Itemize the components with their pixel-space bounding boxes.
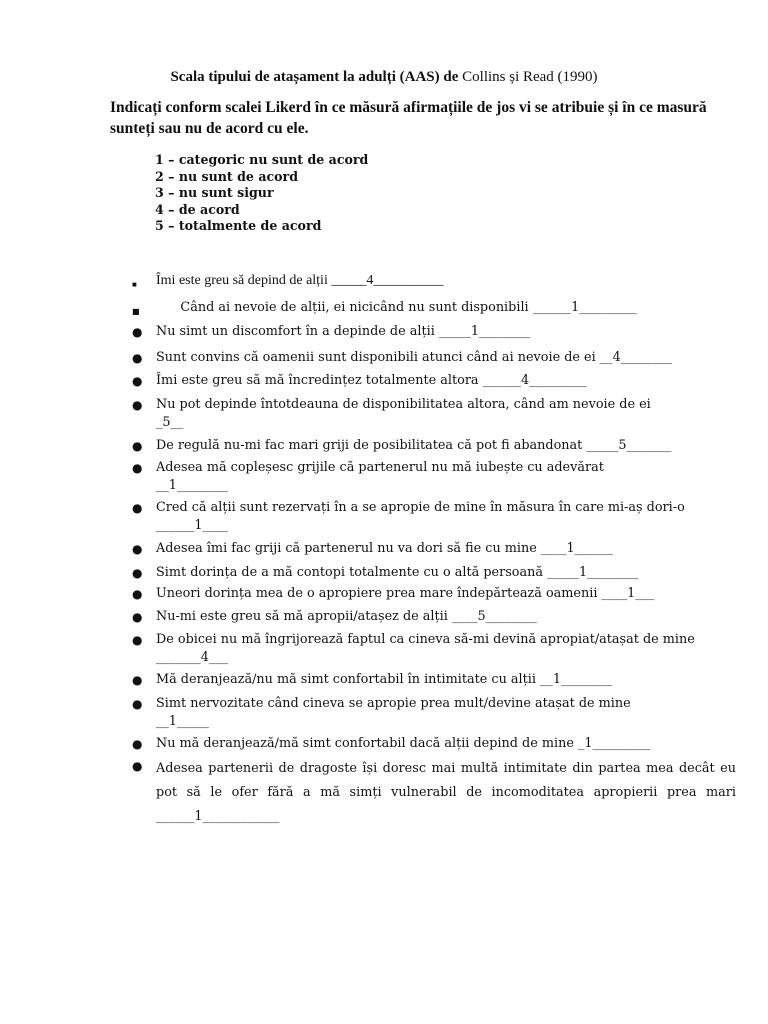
item-text: Cred că alții sunt rezervați în a se apropie de mine în măsura în care mi-aș dori-o ______1____: [156, 500, 689, 533]
item-text: Când ai nevoie de alții, ei nicicând nu sunt disponibili ______1_________: [156, 300, 637, 315]
bullet-icon: ●: [132, 351, 143, 365]
instructions-text: Indicați conform scalei Likerd în ce măsură afirmațiile de jos vi se atribuie și în ce masură sunteți sau nu de acord cu ele.: [110, 99, 707, 137]
item-text: Simt dorința de a mă contopi totalmente cu o altă persoană _____1________: [156, 565, 639, 580]
bullet-icon: ●: [132, 501, 143, 515]
bullet-icon: ●: [132, 697, 143, 711]
title-authors: Collins și Read (1990): [458, 69, 598, 85]
bullet-icon: ●: [132, 673, 143, 687]
title-bold: Scala tipului de atașament la adulți (AAS) de: [170, 69, 459, 85]
scale-option: 3 – nu sunt sigur: [155, 185, 274, 201]
scale-option: 4 – de acord: [155, 201, 240, 217]
item-text: Îmi este greu să mă încredințez totalmente altora ______4_________: [156, 373, 587, 388]
item-text: Sunt convins că oamenii sunt disponibili atunci când ai nevoie de ei __4________: [156, 350, 672, 365]
bullet-icon: ●: [132, 737, 143, 751]
bullet-icon: ●: [132, 633, 143, 647]
bullet-icon: ●: [132, 587, 143, 601]
bullet-icon: ●: [132, 439, 143, 453]
scale-option: 1 – categoric nu sunt de acord: [155, 152, 369, 167]
item-text: Mă deranjează/nu mă simt confortabil în intimitate cu alții __1________: [156, 672, 613, 687]
bullet-icon: ●: [132, 374, 143, 388]
likert-scale-list: [155, 152, 368, 235]
scale-option: 2 – nu sunt de acord: [155, 168, 299, 184]
document-title: [0, 68, 768, 86]
item-text: De regulă nu-mi fac mari griji de posibilitatea că pot fi abandonat _____5_______: [156, 438, 672, 453]
item-text: Adesea partenerii de dragoste își doresc mai multă intimitate din partea mea decât eu pot să le ofer fără a mă simți vulnerabil de incomoditatea apropierii prea mari ______1____________: [156, 761, 741, 824]
bullet-icon: ●: [132, 610, 143, 624]
item-text: Adesea îmi fac griji că partenerul nu va dori să fie cu mine ____1______: [156, 541, 614, 556]
item-text: Uneori dorința mea de o apropiere prea mare îndepărtează oamenii ____1___: [156, 586, 655, 601]
item-text: Nu mă deranjează/mă simt confortabil dacă alții depind de mine _1_________: [156, 736, 651, 751]
item-text: Simt nervozitate când cineva se apropie prea mult/devine atașat de mine __1_____: [156, 696, 635, 729]
bullet-icon: ●: [132, 398, 143, 412]
item-text: Îmi este greu să depind de alții _____4__________: [156, 273, 444, 288]
item-text: Nu pot depinde întotdeauna de disponibilitatea altora, când am nevoie de ei _5__: [156, 397, 655, 430]
bullet-icon: ●: [132, 542, 143, 556]
bullet-icon: ■: [132, 280, 137, 289]
item-text: Nu-mi este greu să mă apropii/atașez de alții ____5________: [156, 609, 537, 624]
item-text: Adesea mă copleșesc grijile că partenerul nu mă iubește cu adevărat __1________: [156, 460, 608, 493]
bullet-icon: ●: [132, 325, 143, 339]
bullet-icon: ●: [132, 566, 143, 580]
bullet-icon: ●: [132, 461, 143, 475]
bullet-icon: ■: [132, 307, 140, 316]
item-text: Nu simt un discomfort în a depinde de alții _____1________: [156, 324, 531, 339]
item-text: De obicei nu mă îngrijorează faptul ca cineva să-mi devină apropiat/atașat de mine _______4___: [156, 632, 699, 665]
bullet-icon: ●: [132, 759, 143, 773]
scale-option: 5 – totalmente de acord: [155, 218, 322, 234]
